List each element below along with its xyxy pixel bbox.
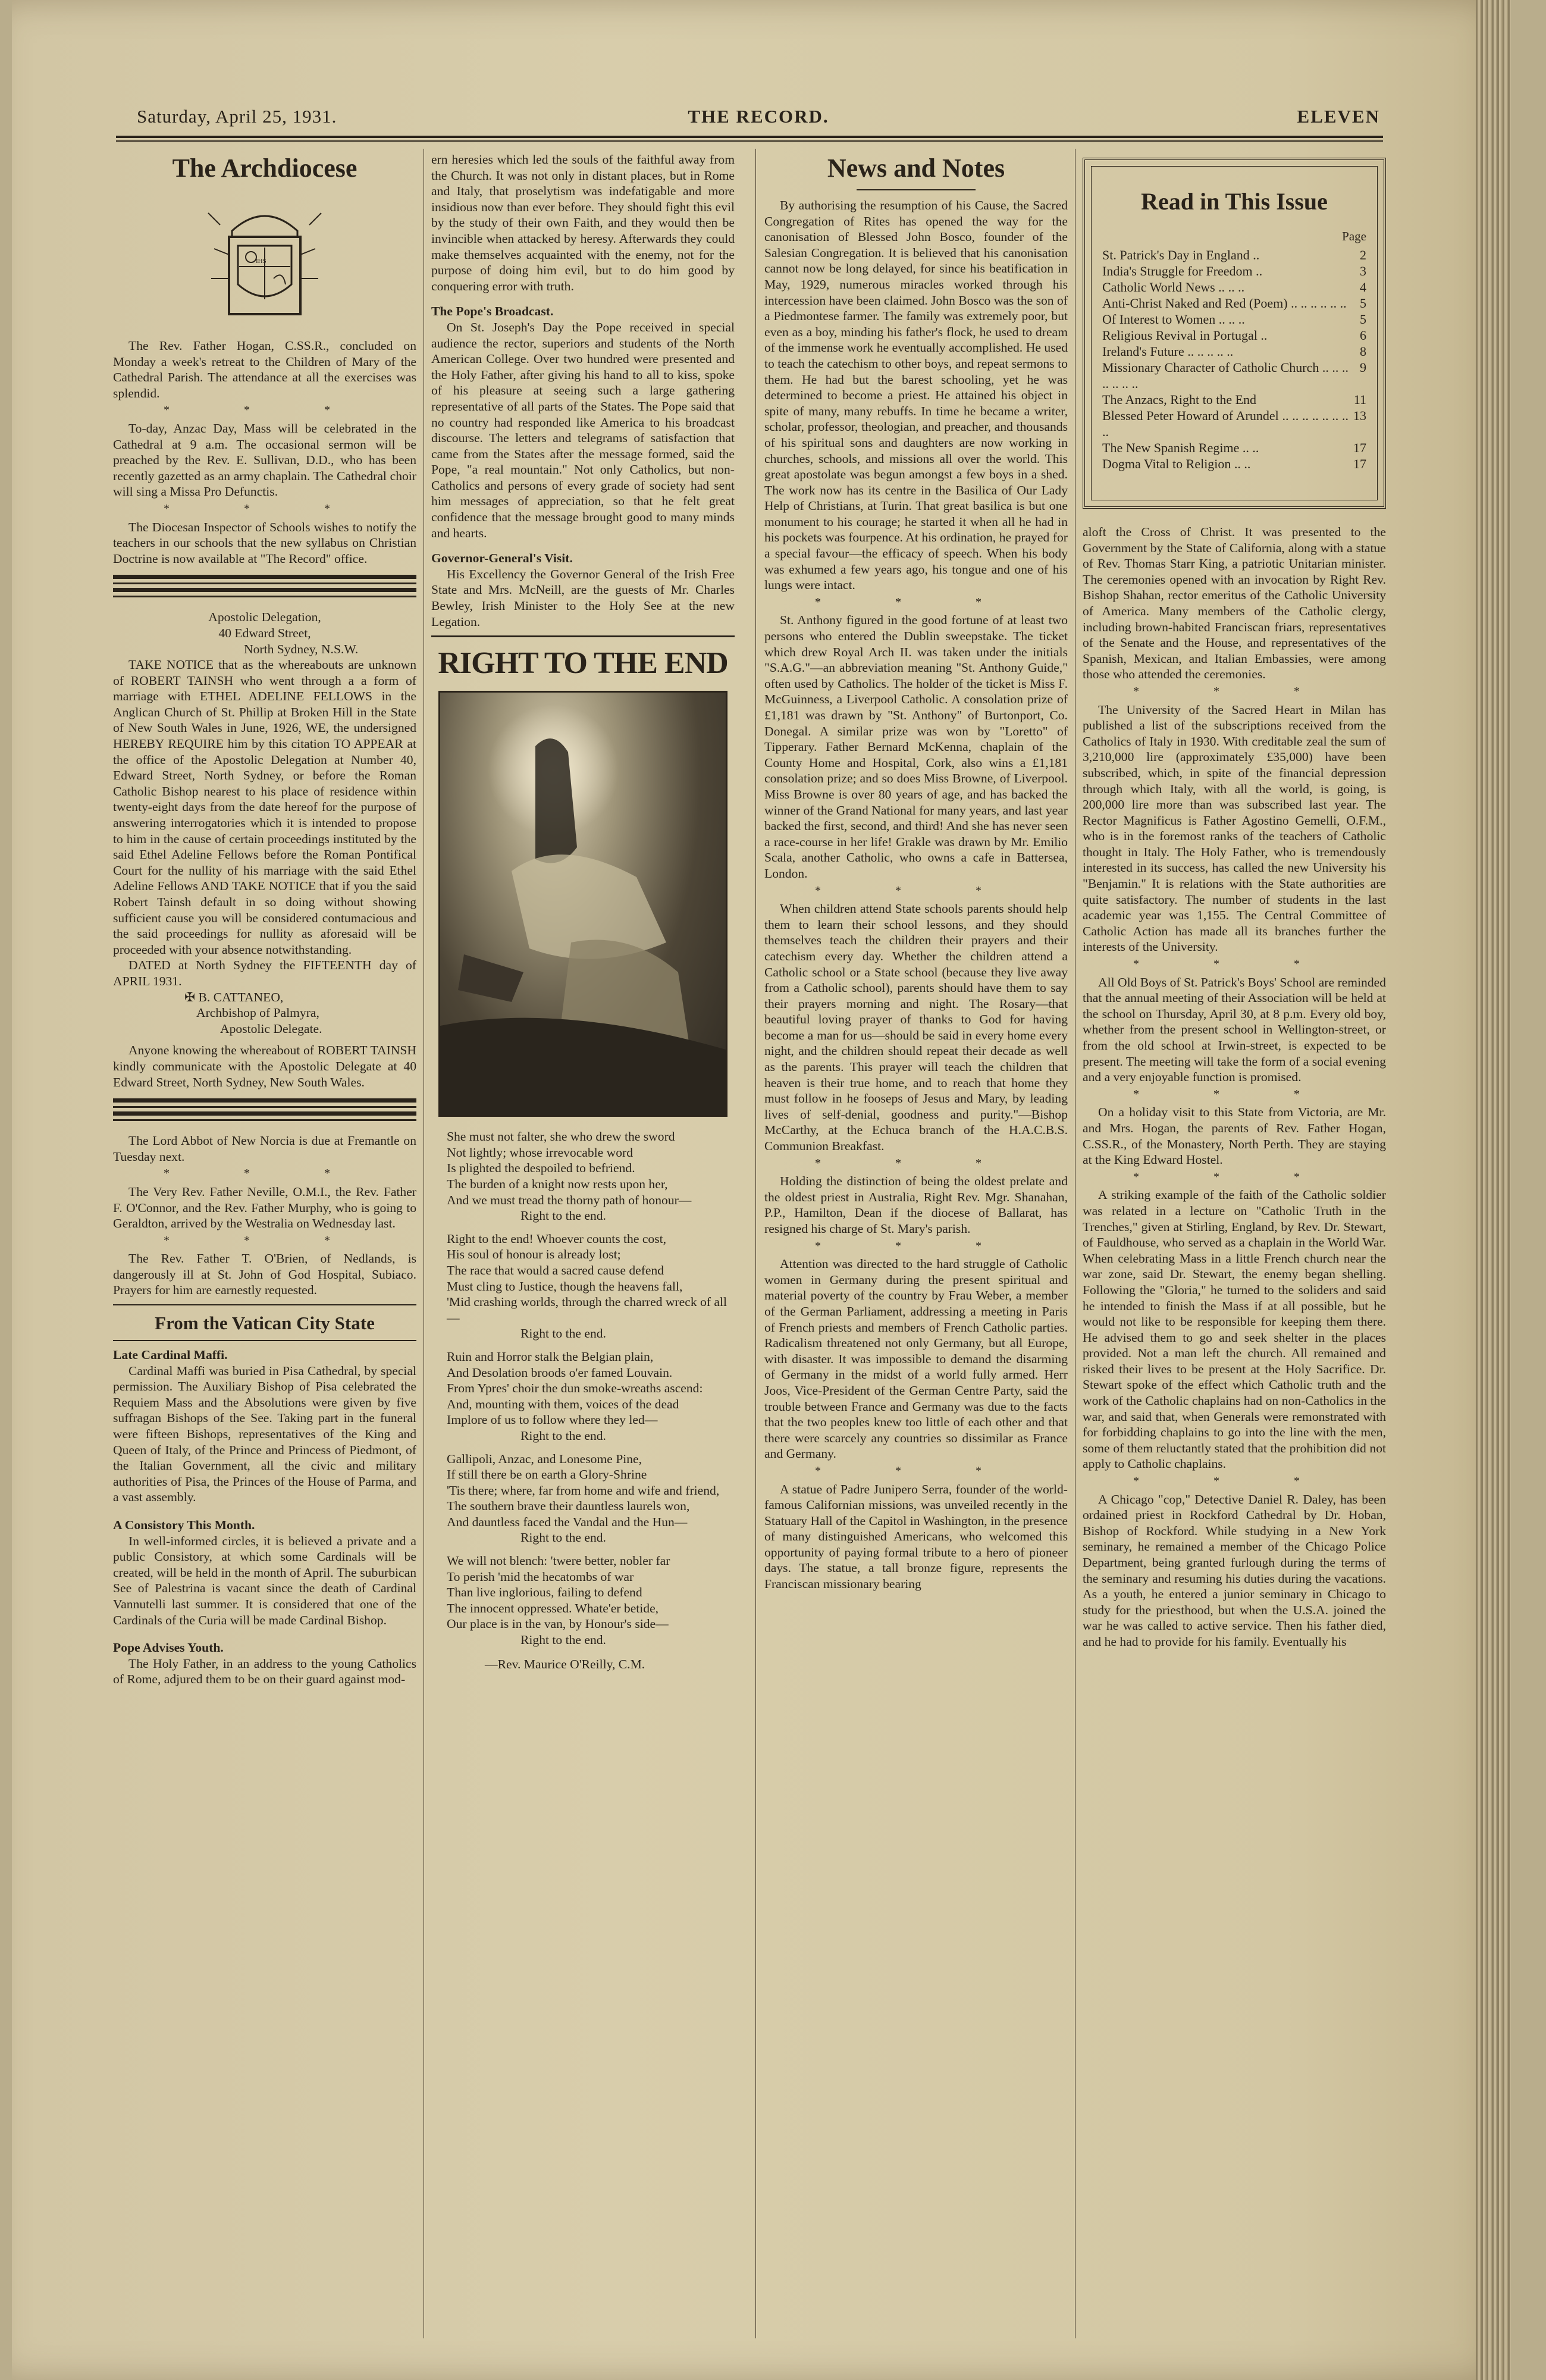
poem-line: Implore of us to follow where they led— bbox=[447, 1413, 658, 1427]
news-notes-heading: News and Notes bbox=[827, 154, 1005, 183]
poem-illustration bbox=[438, 691, 727, 1117]
broadcast-item: On St. Joseph's Day the Pope received in special audience the rector, superiors and students of the North American College. Over two hundred were presented and the Holy Father, after giving his hand to all to kiss, spoke of his pleasure at seeing such a large gathering representative of all parts of the States. The Pope said that no country had responded like America to his broadcast discourse. The letters and telegrams of satisfaction that came from the States after the message formed, said the Pope, "a real mountain." Not only Catholics, but non-Catholics and persons of every grade of society had sent him messages of appreciation, so that he felt great confidence that the message brought good to many minds and hearts. bbox=[431, 320, 735, 540]
poem-line: Must cling to Justice, though the heavens fall, bbox=[447, 1279, 683, 1294]
state-schools-item: When children attend State schools parents should help them to learn their school lessons, and they should themselves teach the children their prayers and their catechism every day. Whether the children attend a Catholic school or a State school (because they live away from a Catholic school), parents should have them to say their prayers morning and night. The Rosary—that beautiful loving prayer of thanks to God for having become a man for us—should be said in every home every night, and the children should repeat their decade as well as the parents. This prayer will teach the children that heaven is their true home, and to reach that home they must follow in he fooseps of Jesus and Mary, by leading lives of self-denial, goodness and purity."—Bishop McCarthy, at the Echuca branch of the H.A.C.B.S. Communion Breakfast. bbox=[764, 901, 1068, 1154]
poem-line: And we must tread the thorny path of honour— bbox=[447, 1192, 692, 1207]
section-rule bbox=[113, 575, 416, 584]
serra-statue-continued: aloft the Cross of Christ. It was presented to the Government by the State of California, along with a statue of Rev. Thomas Starr King, a patriotic Unitarian minister. The ceremonies opened with an invocation by Right Rev. Bishop Shahan, rector emeritus of the Catholic University of America. Many members of the Catholic clergy, including brown-habited Franciscan friars, representatives of the Senate and the House, and representatives of the Spanish, Mexican, and Italian Embassies, were among those who attended the ceremonies. bbox=[1083, 525, 1386, 682]
soldier-illustration-icon bbox=[440, 693, 726, 1115]
contents-entry: Dogma Vital to Religion .. .. 17 bbox=[1102, 456, 1366, 471]
heading-rule bbox=[857, 189, 976, 190]
contents-entry: India's Struggle for Freedom .. 3 bbox=[1102, 263, 1366, 278]
binding-spine bbox=[1476, 0, 1511, 2380]
poem-line: We will not blench: 'twere better, nobler far bbox=[447, 1554, 670, 1568]
header-paper-title: THE RECORD. bbox=[688, 106, 829, 127]
separator-stars: * * * bbox=[815, 1464, 1017, 1477]
poem-line: Is plighted the despoiled to befriend. bbox=[447, 1161, 635, 1176]
column-3 bbox=[764, 149, 1068, 1592]
separator-stars: * * * bbox=[1133, 1170, 1335, 1183]
poem-body bbox=[431, 1129, 735, 1672]
separator-stars: * * * bbox=[164, 1233, 366, 1247]
separator-stars: * * * bbox=[164, 1167, 366, 1180]
separator-stars: * * * bbox=[1133, 957, 1335, 971]
poem-line: The southern brave their dauntless laurels won, bbox=[447, 1499, 690, 1514]
contents-entry: Ireland's Future .. .. .. .. .. 8 bbox=[1102, 343, 1366, 359]
section-rule bbox=[113, 588, 416, 597]
consistory-item: In well-informed circles, it is believed a private and a public Consistory, at which some Cardinals will be created, will be held in the month of April. The suburbican See of Palestrina is vacant since the death of Cardinal Vannutelli last summer. It is considered that one of the Cardinals of the Curia will be made Cardinal Bishop. bbox=[113, 1533, 416, 1627]
obrien-item: The Rev. Father T. O'Brien, of Nedlands, is dangerously ill at St. John of God Hospital, Subiaco. Prayers for him are earnestly requested. bbox=[113, 1251, 416, 1298]
poem-line: From Ypres' choir the dun smoke-wreaths ascend: bbox=[447, 1381, 703, 1396]
separator-stars: * * * bbox=[815, 1156, 1017, 1170]
separator-stars: * * * bbox=[164, 502, 366, 515]
poem-refrain: Right to the end. bbox=[520, 1530, 606, 1545]
contents-entry: St. Patrick's Day in England .. 2 bbox=[1102, 247, 1366, 262]
poem-line: Than live inglorious, failing to defend bbox=[447, 1585, 642, 1600]
maffi-subhead: Late Cardinal Maffi. bbox=[113, 1348, 228, 1363]
poem-line: 'Tis there; where, far from home and wife and friend, bbox=[447, 1483, 720, 1498]
poem-line: Right to the end! Whoever counts the cost, bbox=[447, 1231, 667, 1246]
section-rule bbox=[113, 1340, 416, 1341]
contents-entry: Religious Revival in Portugal .. 6 bbox=[1102, 327, 1366, 343]
contents-entry: The Anzacs, Right to the End 11 bbox=[1102, 392, 1366, 407]
separator-stars: * * * bbox=[815, 884, 1017, 897]
legal-notice: TAKE NOTICE that as the whereabouts are unknown of ROBERT TAINSH who went through a a form of marriage with ETHEL ADELINE FELLOWS in the Anglican Church of St. Phillip at Broken Hill in the State of New South Wales in June, 1926, WE, the undersigned HEREBY REQUIRE him by this citation TO APPEAR at the office of the Apostolic Delegation at Number 40, Edward Street, North Sydney, or before the Roman Catholic Bishop nearest to his place of residence within twenty-eight days from the date hereof for the purpose of answering interrogatories which it is intended to propose to him in the cause of certain proceedings instituted by the said Ethel Adeline Fellows before the Roman Pontifical Court for the nullity of his marriage with the said Ethel Adeline Fellows AND TAKE NOTICE that if you the said Robert Tainsh default in so doing without showing sufficient cause you will be considered contumacious and the said proceedings for nullity as aforesaid will be proceeded with your absence notwithstanding. bbox=[113, 657, 416, 957]
youth-item-continued: ern heresies which led the souls of the faithful away from the Church. It was not only in distant places, but in Rome and Italy, that proselytism was indefatigable and more insidious now than ever before. They should fight this evil by the study of their own Faith, and they would then be invincible when attacked by heresy. Afterwards they could make themselves acquainted with the enemy, not for the purpose of doing him evil, but to do him good by conquering error with truth. bbox=[431, 152, 735, 293]
shanahan-item: Holding the distinction of being the oldest prelate and the oldest priest in Australia, Right Rev. Mgr. Shanahan, P.P., Hamilton, Dean if the diocese of Ballarat, has resigned his charge of St. Mary's parish. bbox=[764, 1174, 1068, 1236]
poem-line: Our place is in the van, by Honour's side— bbox=[447, 1617, 669, 1631]
poem-refrain: Right to the end. bbox=[520, 1428, 606, 1443]
anzac-day-item: To-day, Anzac Day, Mass will be celebrated in the Cathedral at 9 a.m. The occasional sermon will be preached by the Rev. E. Sullivan, D.D., who has been recently gazetted as an army chaplain. The Cathedral choir will sing a Missa Pro Defunctis. bbox=[113, 421, 416, 499]
poem-title: RIGHT TO THE END bbox=[438, 646, 728, 681]
section-rule bbox=[431, 635, 735, 637]
notice-signature-role: Apostolic Delegate. bbox=[220, 1021, 322, 1036]
contents-entry: Missionary Character of Catholic Church .. .. .. .. .. .. .. 9 bbox=[1102, 359, 1366, 391]
newspaper-page bbox=[12, 0, 1511, 2380]
poem-line: Gallipoli, Anzac, and Lonesome Pine, bbox=[447, 1451, 642, 1466]
crest-icon bbox=[196, 189, 333, 326]
poem-line: And Desolation broods o'er famed Louvain. bbox=[447, 1365, 673, 1380]
poem-line: Not lightly; whose irrevocable word bbox=[447, 1145, 634, 1160]
notice-signature-title: Archbishop of Palmyra, bbox=[196, 1006, 319, 1020]
whereabouts-request: Anyone knowing the whereabout of ROBERT TAINSH kindly communicate with the Apostolic Delegate at 40 Edward Street, North Sydney, New South Wales. bbox=[113, 1043, 416, 1089]
contents-title: Read in This Issue bbox=[1141, 188, 1328, 215]
header-page-number: ELEVEN bbox=[1297, 106, 1380, 127]
column-4 bbox=[1083, 158, 1386, 1650]
poem-refrain: Right to the end. bbox=[520, 1326, 606, 1341]
delegation-line-1: Apostolic Delegation, bbox=[208, 610, 321, 625]
neville-item: The Very Rev. Father Neville, O.M.I., the Rev. Father F. O'Connor, and the Rev. Father Murphy, who is going to Geraldton, arrived by the Westralia on Wednesday last. bbox=[113, 1184, 416, 1231]
contents-entry: The New Spanish Regime .. .. 17 bbox=[1102, 440, 1366, 455]
delegation-line-2: 40 Edward Street, bbox=[218, 625, 311, 640]
crest-letters: IHS bbox=[256, 258, 266, 265]
poem-line: If still there be on earth a Glory-Shrine bbox=[447, 1467, 647, 1482]
header-rule bbox=[116, 136, 1383, 138]
syllabus-item: The Diocesan Inspector of Schools wishes to notify the teachers in our schools that the new syllabus on Christian Doctrine is now available at "The Record" office. bbox=[113, 519, 416, 566]
poem-line: Ruin and Horror stalk the Belgian plain, bbox=[447, 1349, 654, 1364]
poem-line: To perish 'mid the hecatombs of war bbox=[447, 1569, 634, 1584]
hogan-visit-item: On a holiday visit to this State from Victoria, are Mr. and Mrs. Hogan, the parents of Rev. Father Hogan, C.SS.R., of the Monastery, North Perth. They are staying at the King Edward Hostel. bbox=[1083, 1105, 1386, 1167]
separator-stars: * * * bbox=[164, 403, 366, 417]
bosco-item: By authorising the resumption of his Cause, the Sacred Congregation of Rites has opened the way for the canonisation of Blessed John Bosco, founder of the Salesian Congregation. It is believed that his canonisation cannot now be long delayed, for since his beatification in May, 1929, numerous miracles worked through his intercession have been claimed. John Bosco was the son of a Piedmontese farmer. The family was extremely poor, but even as a boy, minding his father's flock, he used to dream of the immense work he eventually accomplished. He used to teach the catechism to other boys, and repeat sermons to them. He had but the barest schooling, yet he was determined to become a priest. He attained his object in spite of many, many rebuffs. In time he became a writer, scholar, professor, theologian, and preacher, and thousands of his spiritual sons and daughters are now working in churches, schools, and missions all over the world. This great apostolate was begun amongst a few boys in a shed. The work now has its centre in the Basilica of Our Lady Help of Christians, at Turin. That great basilica is but one monument to his courage; he started it when all he had in his pockets was fourpence. At his ordination, he prayed for a special favour—the efficacy of speech. When his body was exhumed a few years ago, his tongue and one of his lungs were intact. bbox=[764, 198, 1068, 593]
consistory-subhead: A Consistory This Month. bbox=[113, 1518, 255, 1532]
section-rule bbox=[113, 1304, 416, 1305]
poem-line: The innocent oppressed. Whate'er betide, bbox=[447, 1601, 659, 1615]
poem-line: And, mounting with them, voices of the dead bbox=[447, 1396, 679, 1411]
column-1 bbox=[113, 149, 416, 1687]
poem-line: The race that would a sacred cause defend bbox=[447, 1263, 664, 1277]
header-rule-thin bbox=[116, 140, 1383, 142]
old-boys-item: All Old Boys of St. Patrick's Boys' School are reminded that the annual meeting of their Association will be held at the school on Thursday, April 30, at 8 p.m. Every old boy, whether from the present school in Wellington-street, or from the old school at Irwin-street, is expected to be present. The meeting will take the form of a social evening and a very enjoyable function is promised. bbox=[1083, 975, 1387, 1085]
hogan-retreat-item: The Rev. Father Hogan, C.SS.R., concluded on Monday a week's retreat to the Children of Mary of the Cathedral Parish. The attendance at all the exercises was splendid. bbox=[113, 339, 416, 400]
notice-signature: ✠ B. CATTANEO, bbox=[184, 989, 284, 1004]
poem-line: The burden of a knight now rests upon her, bbox=[447, 1177, 668, 1191]
section-rule bbox=[113, 1111, 416, 1121]
governor-subhead: Governor-General's Visit. bbox=[431, 551, 573, 566]
contents-entry: Blessed Peter Howard of Arundel .. .. .. .. .. .. .. .. 13 bbox=[1102, 408, 1366, 439]
poem-line: 'Mid crashing worlds, through the charred wreck of all— bbox=[447, 1295, 727, 1325]
vatican-heading: From the Vatican City State bbox=[155, 1313, 375, 1334]
abbot-item: The Lord Abbot of New Norcia is due at Fremantle on Tuesday next. bbox=[113, 1133, 416, 1164]
youth-subhead: Pope Advises Youth. bbox=[113, 1640, 224, 1655]
broadcast-subhead: The Pope's Broadcast. bbox=[431, 304, 554, 319]
poem-author: —Rev. Maurice O'Reilly, C.M. bbox=[485, 1656, 645, 1671]
contents-entry: Catholic World News .. .. .. 4 bbox=[1102, 279, 1366, 295]
separator-stars: * * * bbox=[1133, 1474, 1335, 1488]
contents-page-label: Page bbox=[1342, 229, 1366, 243]
separator-stars: * * * bbox=[815, 595, 1017, 609]
governor-item: His Excellency the Governor General of the Irish Free State and Mrs. McNeill, are the guests of Mr. Charles Bewley, Irish Minister to the Holy See at the new Legation. bbox=[431, 566, 735, 629]
sweepstake-item: St. Anthony figured in the good fortune of at least two persons who entered the Dublin sweepstake. The ticket which drew Royal Arch II. was taken under the initials "S.A.G."—an abbreviation meaning "St. Anthony Guide," often used by Catholics. The holder of the ticket is Miss F. McGuinness, a Liverpool Catholic. A consolation prize of £1,181 was drawn by "St. Anthony" of Burtonport, Co. Donegal. A similar prize was won by "Loretto" of Tipperary. Father Bernard McKenna, chaplain of the County Home and Hospital, Cork, also wins a £1,181 consolation prize; and so does Miss Browne, of Liverpool. Miss Browne is over 80 years of age, and has backed the winner of the Grand National for many years, and last year backed the first, second, and third! And she has never seen a race-course in her life! Grakle was drawn by Mr. Emilio Scala, another Catholic, who owns a cafe in Battersea, London. bbox=[764, 613, 1068, 881]
maffi-item: Cardinal Maffi was buried in Pisa Cathedral, by special permission. The Auxiliary Bishop of Pisa celebrated the Requiem Mass and the Absolutions were given by five suffragan Bishops of the See. Taking part in the funeral were fifteen Bishops, representatives of the King and Queen of Italy, of the Prince and Princess of Piedmont, of the Italian Government, all the civic and military authorities of Pisa, the Princes of the House of Parma, and a vast assembly. bbox=[113, 1363, 416, 1505]
poem-refrain: Right to the end. bbox=[520, 1208, 606, 1223]
notice-dated: DATED at North Sydney the FIFTEENTH day of APRIL 1931. bbox=[113, 958, 416, 988]
separator-stars: * * * bbox=[815, 1239, 1017, 1252]
column-rule bbox=[755, 149, 756, 2338]
serra-statue-item: A statue of Padre Junipero Serra, founder of the world-famous Californian missions, was unveiled recently in the Statuary Hall of the Capitol in Washington, in the presence of many distinguished Americans, who welcomed this opportunity of paying formal tribute to a hero of pioneer days. The statue, a tall bronze figure, represents the Franciscan missionary bearing bbox=[764, 1482, 1068, 1592]
column-2 bbox=[431, 152, 735, 1672]
header-date: Saturday, April 25, 1931. bbox=[137, 106, 337, 127]
milan-university-item: The University of the Sacred Heart in Milan has published a list of the subscriptions received from the Catholics of Italy in 1930. With creditable zeal the sum of 3,210,000 lire (approximately £35,000) have been subscribed, which, in spite of the financial depression through which Italy, with all the world, is going, is 200,000 lire more than was subscribed last year. The Rector Magnificus is Father Agostino Gemelli, O.F.M., who is in the foremost ranks of the teachers of Catholic thought in Italy. The Holy Father, who is tremendously interested in its success, has called the new University his "Benjamin." It is relations with the State authorities are quite satisfactory. The number of students in the last academic year was 1,155. The Central Committee of Catholic Action has made all its branches further the interests of the University. bbox=[1083, 702, 1386, 954]
youth-item: The Holy Father, in an address to the young Catholics of Rome, adjured them to be on their guard against mod- bbox=[113, 1656, 416, 1687]
poem-refrain: Right to the end. bbox=[520, 1633, 606, 1648]
separator-stars: * * * bbox=[1133, 684, 1335, 698]
page-header bbox=[131, 101, 1386, 131]
archdiocese-heading: The Archdiocese bbox=[172, 154, 358, 183]
catholic-soldier-item: A striking example of the faith of the Catholic soldier was related in a lecture on "Catholic Truth in the Trenches," given at Stirling, England, by Rev. Dr. Stewart, of Fauldhouse, who served as a chaplain in the World War. When celebrating Mass in a little French church near the war zone, said Dr. Stewart, the enemy began shelling. Following the "Gloria," he turned to the soliders and said he intended to finish the Mass if at all possible, but he would not like to be responsible for keeping them there. He advised them to go and seek shelter in the places provided. Not a man left the church. All remained and risked their lives to be present at the Holy Sacrifice. Dr. Stewart spoke of the effect which Catholic truth and the work of the Catholic chaplains had on non-Catholics in the war, and said that, when Generals were remonstrated with for forbidding chaplains to go into the line with the men, some of them reluctantly stated that the prohibition did not apply to Catholic chaplains. bbox=[1083, 1188, 1386, 1471]
separator-stars: * * * bbox=[1133, 1087, 1335, 1101]
poem-line: And dauntless faced the Vandal and the Hun— bbox=[447, 1514, 688, 1529]
contents-entry: Of Interest to Women .. .. .. 5 bbox=[1102, 311, 1366, 327]
poem-line: His soul of honour is already lost; bbox=[447, 1247, 621, 1262]
german-women-item: Attention was directed to the hard struggle of Catholic women in Germany during the present spiritual and material poverty of the country by Frau Weber, a member of the German Parliament, addressing a meeting in Paris of French priests and members of French Catholic parties. Radicalism threatened not only Germany, but all Europe, with disaster. It was impossible to demand the disarming of Germany in the midst of a world fully armed. Herr Joos, Vice-President of the German Centre Party, said the trouble between France and Germany was due to the facts that the two peoples knew too little of each other and that there were scarcely any countries so dissimilar as France and Germany. bbox=[764, 1257, 1068, 1461]
contents-box bbox=[1083, 158, 1386, 509]
poem-line: She must not falter, she who drew the sword bbox=[447, 1129, 675, 1144]
contents-entry: Anti-Christ Naked and Red (Poem) .. .. .. .. .. .. 5 bbox=[1102, 295, 1366, 311]
delegation-line-3: North Sydney, N.S.W. bbox=[244, 641, 359, 656]
section-rule bbox=[113, 1098, 416, 1108]
chicago-cop-item: A Chicago "cop," Detective Daniel R. Daley, has been ordained priest in Rockford Cathedral by Dr. Hoban, Bishop of Rockford. While studying in a New York seminary, he remained a member of the Chicago Police Department, being granted furlough during the terms of the seminary and resuming his duties during the vacations. As a youth, he entered a junior seminary in Chicago to study for the priesthood, but when the U.S.A. joined the war he was called to active service. Then his father died, and he had to provide for his family. Eventually his bbox=[1083, 1492, 1386, 1649]
archdiocese-crest bbox=[196, 189, 333, 326]
